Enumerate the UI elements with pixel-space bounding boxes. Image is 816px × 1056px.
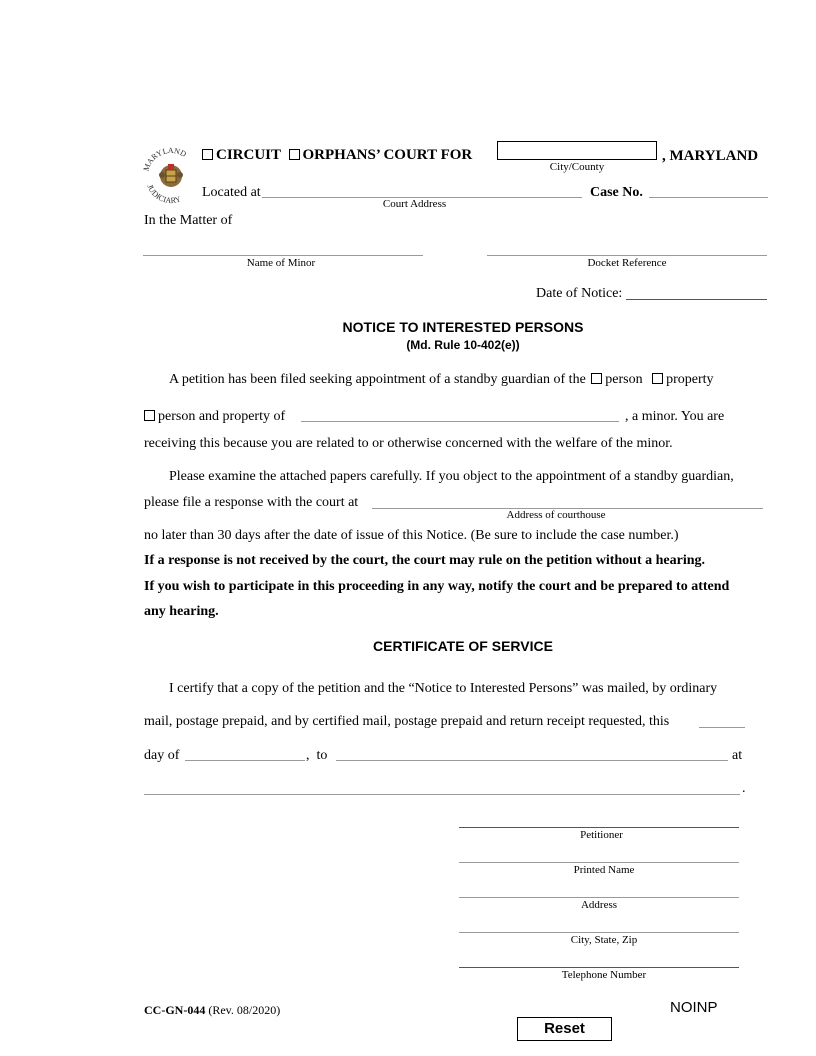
located-at-label: Located at	[202, 185, 261, 200]
property-checkbox[interactable]	[652, 373, 663, 384]
certify-text-2: mail, postage prepaid, and by certified mail, postage prepaid and return receipt requested, this	[144, 714, 670, 729]
maryland-label: , MARYLAND	[662, 148, 759, 164]
person-and-property-label: person and property of	[158, 409, 286, 424]
day-field[interactable]	[699, 727, 745, 728]
case-no-field[interactable]	[649, 197, 768, 198]
courthouse-caption: Address of courthouse	[506, 509, 606, 521]
orphans-court-label: ORPHANS’ COURT FOR	[302, 147, 473, 163]
address-field[interactable]	[459, 897, 739, 898]
examine-text: Please examine the attached papers carefully. If you object to the appointment of a standby guardian,	[169, 469, 734, 484]
receiving-text: receiving this because you are related to or otherwise concerned with the welfare of the minor.	[144, 436, 673, 451]
form-revision: (Rev. 08/2020)	[208, 1003, 281, 1017]
name-of-minor-caption: Name of Minor	[246, 257, 316, 269]
circuit-checkbox[interactable]	[202, 149, 213, 160]
at-label: at	[732, 748, 743, 763]
circuit-label: CIRCUIT	[216, 147, 281, 163]
city-state-zip-caption: City, State, Zip	[570, 934, 638, 946]
person-checkbox[interactable]	[591, 373, 602, 384]
person-and-property-checkbox[interactable]	[144, 410, 155, 421]
petition-text: A petition has been filed seeking appointment of a standby guardian of the	[169, 372, 586, 387]
deadline-text: no later than 30 days after the date of issue of this Notice. (Be sure to include the case number.)	[144, 528, 679, 543]
orphans-court-checkbox[interactable]	[289, 149, 300, 160]
recipient-address-field[interactable]	[144, 794, 740, 795]
participate-text-1: If you wish to participate in this proceeding in any way, notify the court and be prepared to attend	[144, 579, 730, 594]
minor-name-field[interactable]	[301, 421, 619, 422]
petitioner-caption: Petitioner	[580, 829, 623, 841]
certify-text-1: I certify that a copy of the petition and the “Notice to Interested Persons” was mailed, by ordinary	[169, 681, 718, 696]
to-label: , to	[306, 748, 328, 763]
docket-reference-caption: Docket Reference	[587, 257, 667, 269]
svg-text:MARYLAND: MARYLAND	[141, 145, 188, 173]
name-of-minor-field[interactable]	[143, 255, 423, 256]
notice-subtitle: (Md. Rule 10-402(e))	[406, 338, 520, 352]
form-code: NOINP	[670, 999, 718, 1016]
warning-text: If a response is not received by the court, the court may rule on the petition without a hearing.	[144, 553, 705, 568]
certificate-heading: CERTIFICATE OF SERVICE	[373, 638, 553, 654]
city-state-zip-field[interactable]	[459, 932, 739, 933]
notice-title: NOTICE TO INTERESTED PERSONS	[342, 319, 584, 335]
form-number: CC-GN-044	[144, 1003, 206, 1017]
recipient-field[interactable]	[336, 760, 728, 761]
minor-text: , a minor. You are	[625, 409, 725, 424]
month-field[interactable]	[185, 760, 305, 761]
petition-line	[169, 372, 714, 388]
in-matter-of-label: In the Matter of	[144, 213, 233, 228]
petitioner-signature-field[interactable]	[459, 827, 739, 828]
telephone-caption: Telephone Number	[561, 969, 647, 981]
address-caption: Address	[580, 899, 618, 911]
printed-name-field[interactable]	[459, 862, 739, 863]
participate-text-2: any hearing.	[144, 604, 219, 619]
court-type-line	[202, 147, 472, 164]
case-no-label: Case No.	[590, 185, 643, 200]
printed-name-caption: Printed Name	[573, 864, 635, 876]
docket-reference-field[interactable]	[487, 255, 767, 256]
person-label: person	[605, 372, 643, 387]
form-id	[144, 1003, 280, 1018]
period-mark: .	[742, 781, 746, 796]
maryland-judiciary-seal	[140, 142, 202, 204]
date-of-notice-label: Date of Notice:	[536, 286, 623, 301]
person-property-line	[144, 409, 285, 425]
property-label: property	[666, 372, 714, 387]
svg-text:JUDICIARY: JUDICIARY	[145, 183, 182, 204]
date-of-notice-field[interactable]	[626, 299, 767, 300]
file-response-text: please file a response with the court at	[144, 495, 359, 510]
day-of-label: day of	[144, 748, 180, 763]
city-county-field[interactable]	[497, 141, 657, 160]
telephone-field[interactable]	[459, 967, 739, 968]
city-county-caption: City/County	[549, 161, 605, 173]
seal-icon	[140, 142, 202, 204]
court-address-caption: Court Address	[382, 198, 447, 210]
reset-button[interactable]: Reset	[517, 1017, 612, 1041]
